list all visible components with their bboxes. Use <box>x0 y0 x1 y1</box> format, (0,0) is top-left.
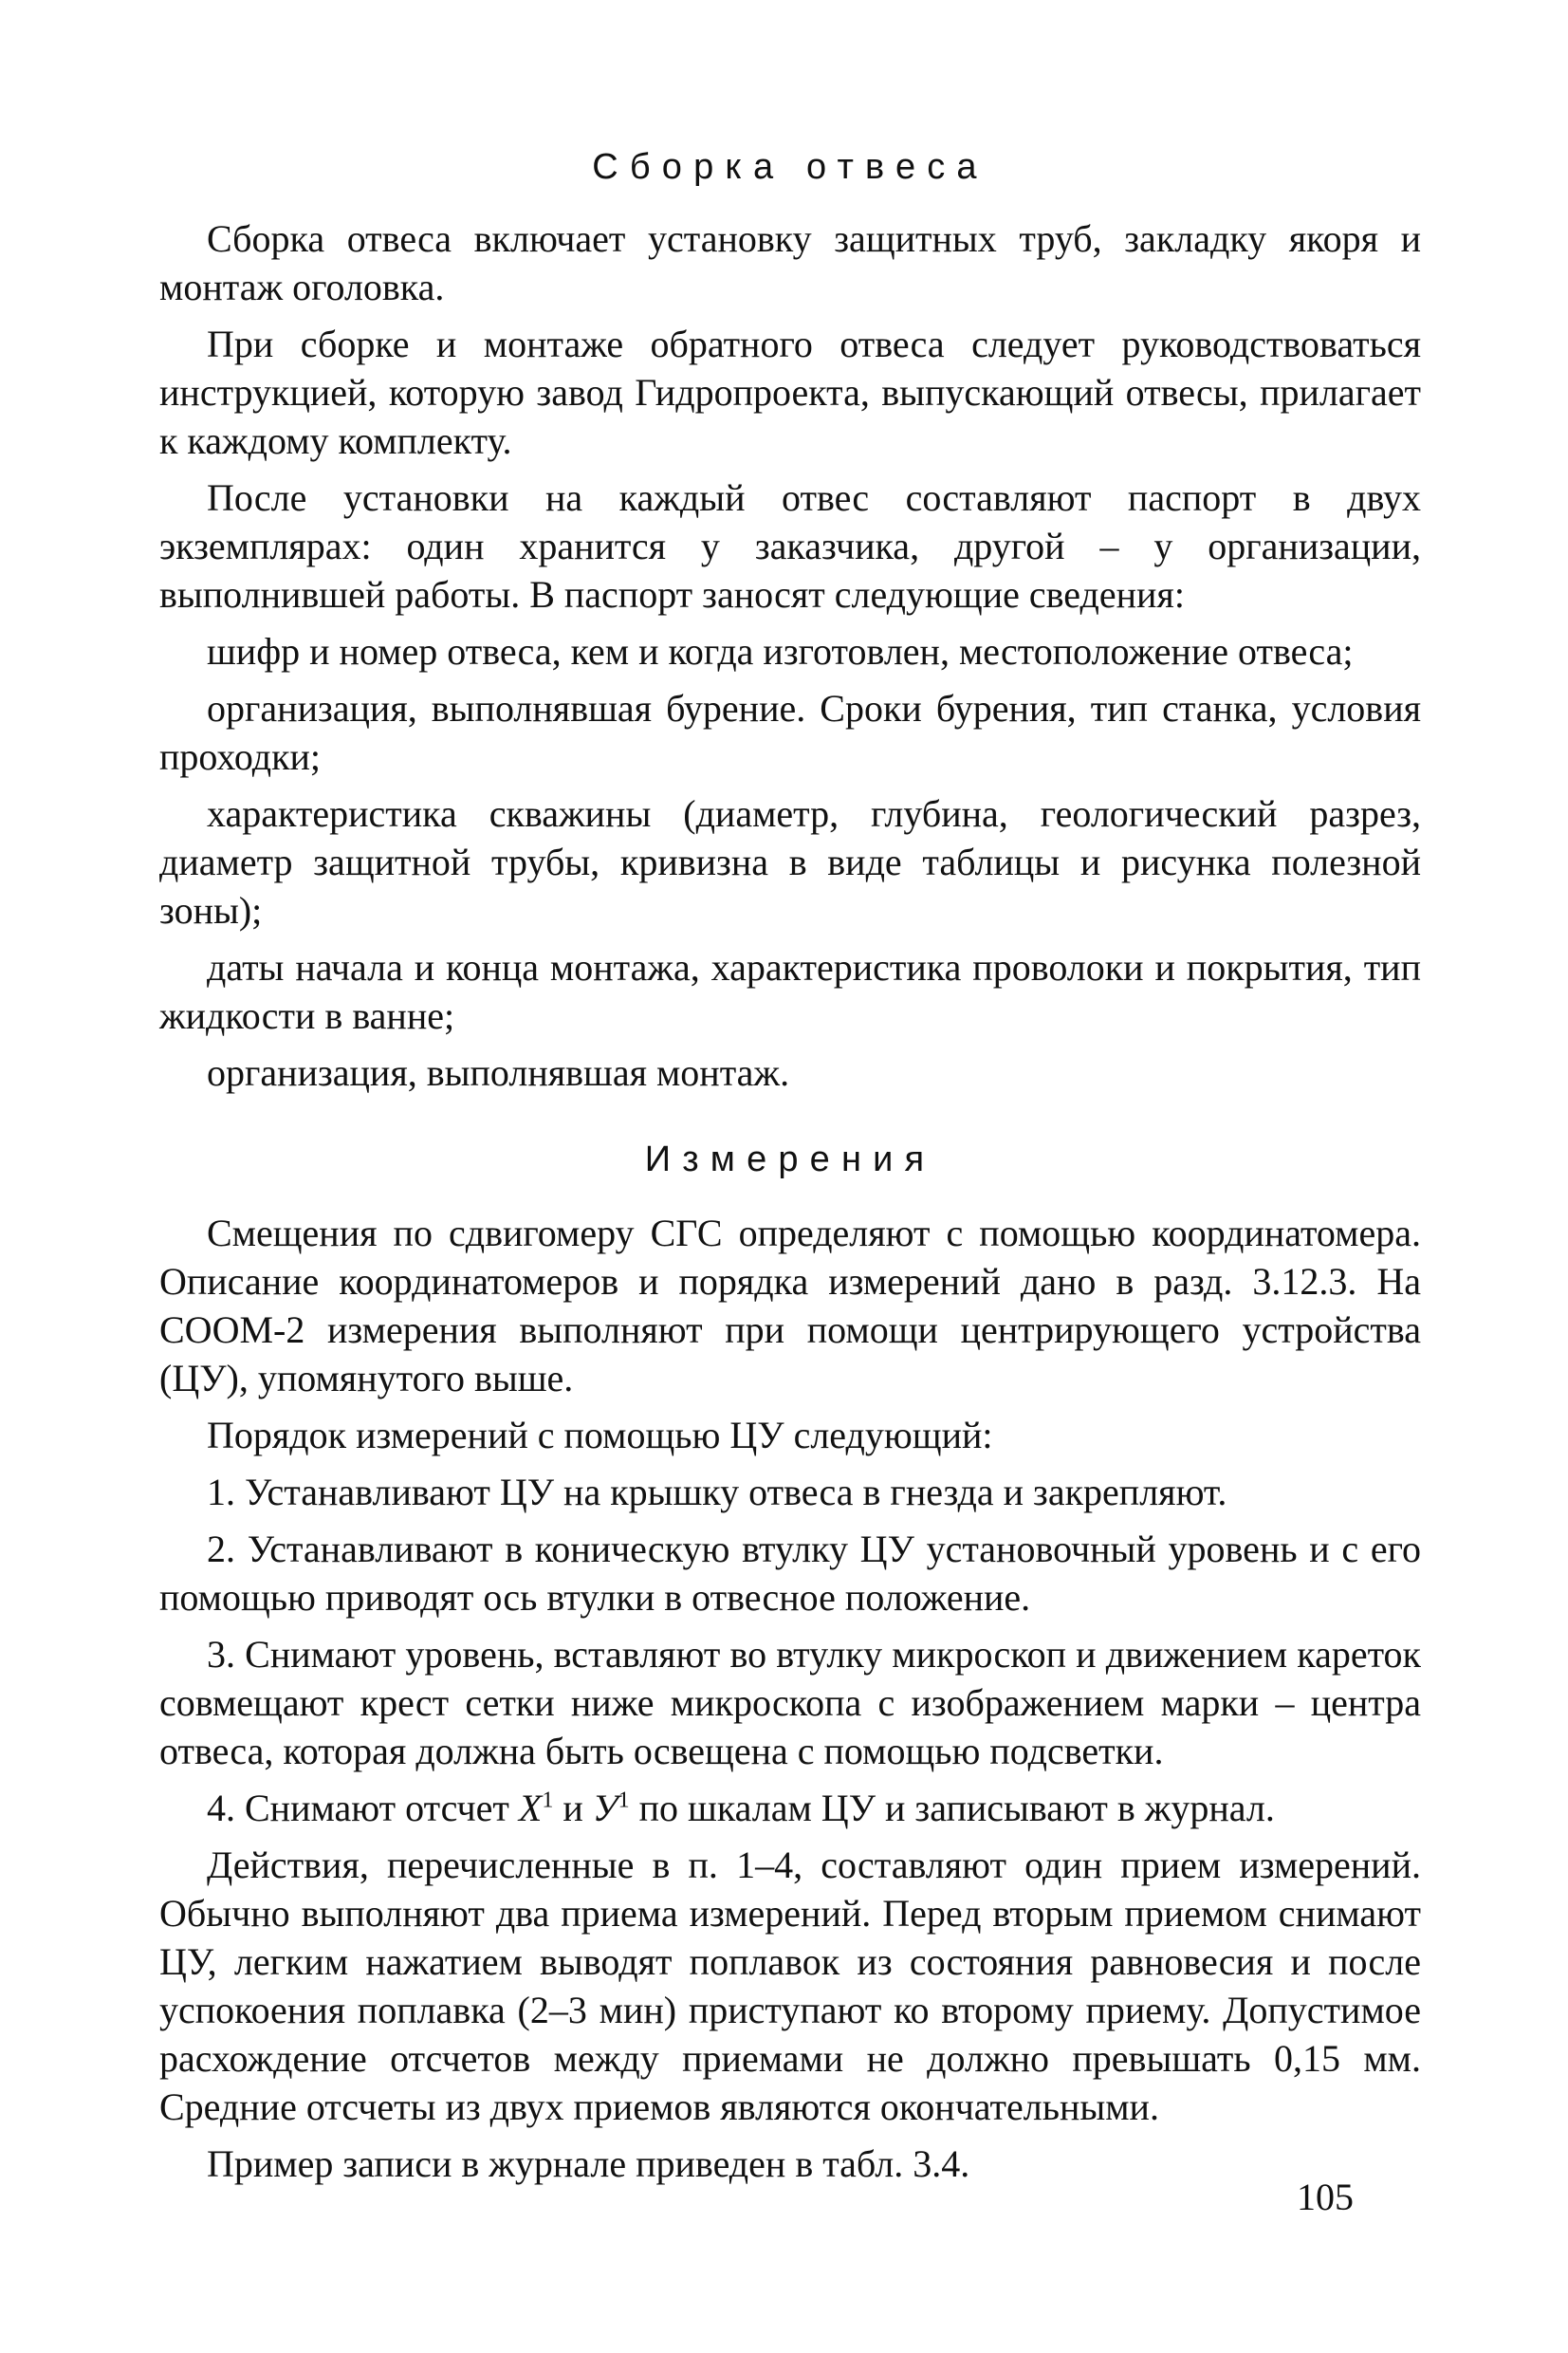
section-heading-assembly: Сборка отвеса <box>592 147 988 187</box>
passport-item-borehole: характеристика скважины (диаметр, глубина, геологический разрез, диаметр защитной трубы, кривизна в виде таблицы и рисунка полезной зоны); <box>159 792 1421 932</box>
measurement-step-4 <box>159 1784 1421 1832</box>
section-heading-measurements: Измерения <box>644 1139 936 1179</box>
variable-y: У <box>592 1787 618 1829</box>
measurement-step-3: 3. Снимают уровень, вставляют во втулку микроскоп и движением кареток совмещают крест сетки ниже микроскопа с изображением марки – центра отвеса, которая должна быть освещена с помощью подсветки. <box>159 1633 1421 1772</box>
superscript-y: 1 <box>618 1788 630 1813</box>
passport-item-cipher: шифр и номер отвеса, кем и когда изготовлен, местоположение отвеса; <box>207 630 1354 673</box>
passport-item-installer: организация, выполнявшая монтаж. <box>207 1051 790 1094</box>
assembly-paragraph-2: При сборке и монтаже обратного отвеса следует руководствоваться инструкцией, которую завод Гидропроекта, выпускающий отвесы, прилагает к каждому комплекту. <box>159 323 1421 462</box>
page-body <box>159 142 1421 2196</box>
measurements-intro-1: Смещения по сдвигомеру СГС определяют с помощью координатомера. Описание координатомеров и порядка измерений дано в разд. 3.12.3. На СООМ-2 измерения выполняют при помощи центрирующего устройства (ЦУ), упомянутого выше. <box>159 1212 1421 1399</box>
step4-conjunction: и <box>553 1787 593 1829</box>
measurements-closing-2: Пример записи в журнале приведен в табл. 3.4. <box>207 2142 970 2185</box>
assembly-paragraph-1: Сборка отвеса включает установку защитных труб, закладку якоря и монтаж оголовка. <box>159 217 1421 308</box>
page-number: 105 <box>1297 2176 1354 2218</box>
step4-prefix: 4. Снимают отсчет <box>207 1787 519 1829</box>
assembly-paragraph-3: После установки на каждый отвес составляют паспорт в двух экземплярах: один хранится у заказчика, другой – у организации, выполнившей работы. В паспорт заносят следующие сведения: <box>159 476 1421 616</box>
passport-item-installation-dates: даты начала и конца монтажа, характеристика проволоки и покрытия, тип жидкости в ванне; <box>159 946 1421 1037</box>
step4-suffix: по шкалам ЦУ и записывают в журнал. <box>629 1787 1275 1829</box>
passport-item-drilling: организация, выполнявшая бурение. Сроки бурения, тип станка, условия проходки; <box>159 687 1421 778</box>
superscript-x: 1 <box>542 1788 554 1813</box>
measurement-step-2: 2. Устанавливают в коническую втулку ЦУ установочный уровень и с его помощью приводят ось втулки в отвесное положение. <box>159 1528 1421 1619</box>
measurement-step-1: 1. Устанавливают ЦУ на крышку отвеса в гнезда и закрепляют. <box>207 1471 1227 1513</box>
variable-x: X <box>518 1787 543 1829</box>
measurements-intro-2: Порядок измерений с помощью ЦУ следующий: <box>207 1414 993 1456</box>
measurements-closing-1: Действия, перечисленные в п. 1–4, составляют один прием измерений. Обычно выполняют два приема измерений. Перед вторым приемом снимают ЦУ, легким нажатием выводят поплавок из состояния равновесия и после успокоения поплавка (2–3 мин) приступают ко второму приему. Допустимое расхождение отсчетов между приемами не должно превышать 0,15 мм. Средние отсчеты из двух приемов являются окончательными. <box>159 1843 1421 2128</box>
